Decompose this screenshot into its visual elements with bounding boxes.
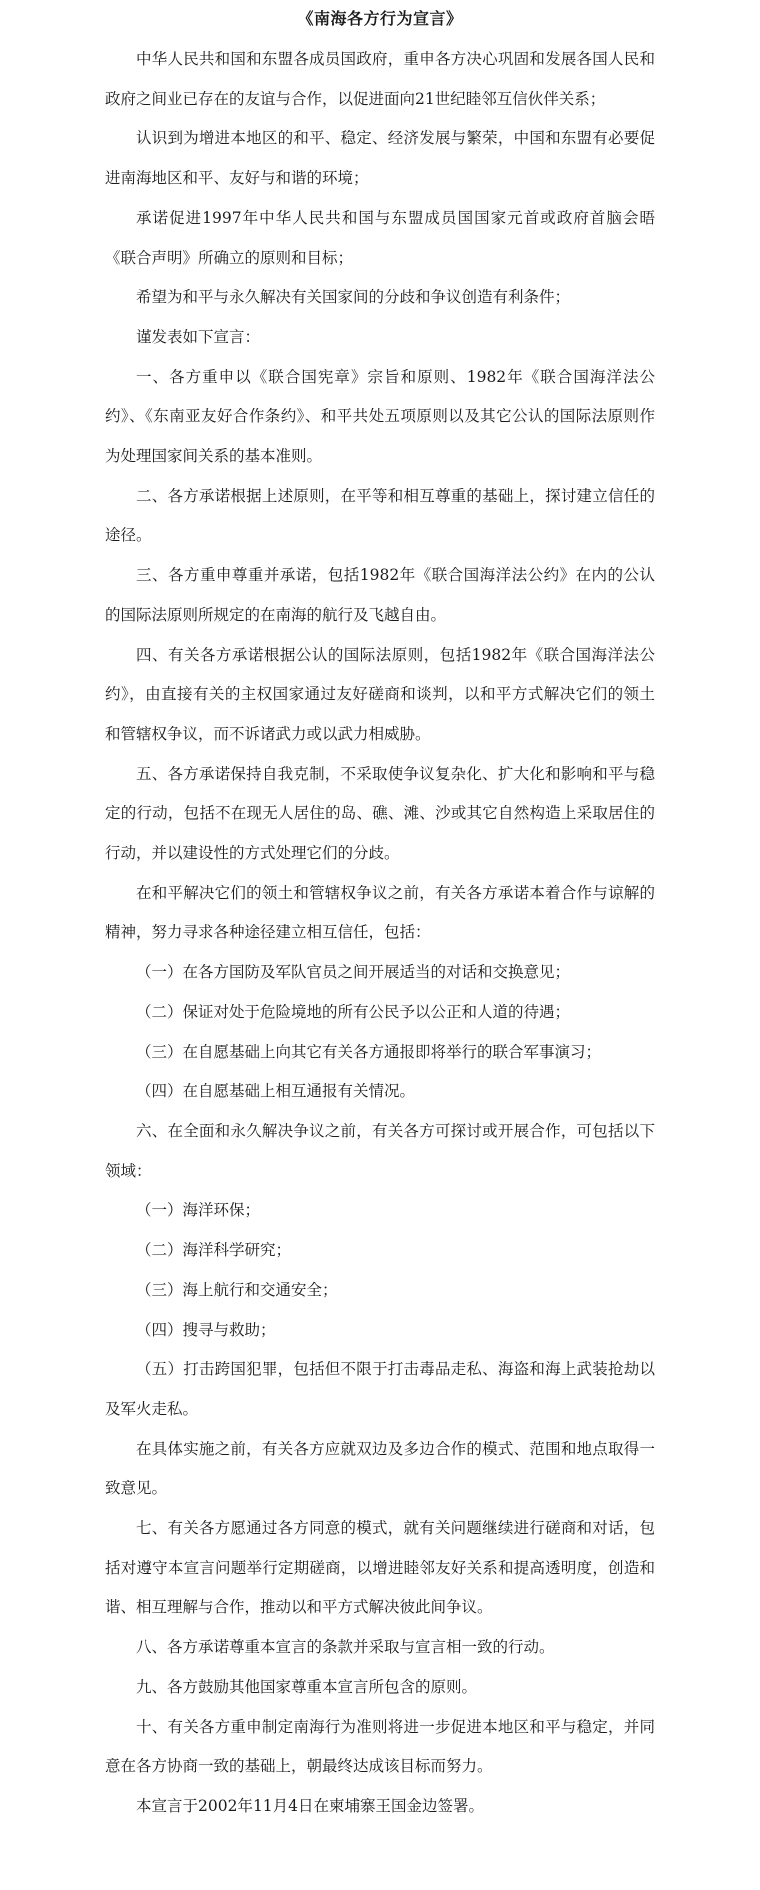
paragraph-article-1: 一、各方重申以《联合国宪章》宗旨和原则、1982年《联合国海洋法公约》、《东南亚友好合作条约》、和平共处五项原则以及其它公认的国际法原则作为处理国家间关系的基本准则。 [105, 367, 655, 466]
paragraph-preamble-5: 谨发表如下宣言： [136, 327, 261, 346]
paragraph-article-2: 二、各方承诺根据上述原则，在平等和相互尊重的基础上，探讨建立信任的途径。 [105, 486, 655, 545]
paragraph-article-6-item-5: （五）打击跨国犯罪，包括但不限于打击毒品走私、海盗和海上武装抢劫以及军火走私。 [105, 1360, 655, 1418]
paragraph-article-8: 八、各方承诺尊重本宣言的条款并采取与宣言相一致的行动。 [136, 1638, 555, 1657]
paragraph-preamble-2: 认识到为增进本地区的和平、稳定、经济发展与繁荣，中国和东盟有必要促进南海地区和平、友好与和谐的环境； [105, 129, 655, 188]
paragraph-preamble-4: 希望为和平与永久解决有关国家间的分歧和争议创造有利条件； [136, 288, 571, 307]
paragraph-article-6-item-2: （二）海洋科学研究； [136, 1241, 292, 1260]
paragraph-article-5-intro: 在和平解决它们的领土和管辖权争议之前，有关各方承诺本着合作与谅解的精神，努力寻求各种途径建立相互信任，包括： [105, 883, 655, 942]
paragraph-article-6-item-3: （三）海上航行和交通安全； [136, 1280, 338, 1299]
paragraph-article-6-outro: 在具体实施之前，有关各方应就双边及多边合作的模式、范围和地点取得一致意见。 [105, 1439, 655, 1498]
document-title: 《南海各方行为宣言》 [297, 9, 463, 28]
paragraph-article-9: 九、各方鼓励其他国家尊重本宣言所包含的原则。 [136, 1677, 478, 1696]
paragraph-preamble-1: 中华人民共和国和东盟各成员国政府，重申各方决心巩固和发展各国人民和政府之间业已存在的友谊与合作，以促进面向21世纪睦邻互信伙伴关系； [105, 50, 655, 108]
paragraph-article-5-item-2: （二）保证对处于危险境地的所有公民予以公正和人道的待遇； [136, 1002, 571, 1021]
paragraph-article-5: 五、各方承诺保持自我克制，不采取使争议复杂化、扩大化和影响和平与稳定的行动，包括不在现无人居住的岛、礁、滩、沙或其它自然构造上采取居住的行动，并以建设性的方式处理它们的分歧。 [105, 764, 655, 863]
paragraph-article-5-item-1: （一）在各方国防及军队官员之间开展适当的对话和交换意见； [136, 963, 571, 982]
paragraph-article-3: 三、各方重申尊重并承诺，包括1982年《联合国海洋法公约》在内的公认的国际法原则所规定的在南海的航行及飞越自由。 [105, 566, 655, 624]
paragraph-signing: 本宣言于2002年11月4日在柬埔寨王国金边签署。 [136, 1796, 485, 1815]
paragraph-article-4: 四、有关各方承诺根据公认的国际法原则，包括1982年《联合国海洋法公约》，由直接有关的主权国家通过友好磋商和谈判，以和平方式解决它们的领土和管辖权争议，而不诉诸武力或以武力相威胁。 [105, 645, 655, 743]
paragraph-article-5-item-4: （四）在自愿基础上相互通报有关情况。 [136, 1082, 416, 1101]
paragraph-article-6: 六、在全面和永久解决争议之前，有关各方可探讨或开展合作，可包括以下领域： [105, 1121, 655, 1180]
paragraph-article-6-item-4: （四）搜寻与救助； [136, 1320, 276, 1339]
paragraph-article-7: 七、有关各方愿通过各方同意的模式，就有关问题继续进行磋商和对话，包括对遵守本宣言问题举行定期磋商，以增进睦邻友好关系和提高透明度，创造和谐、相互理解与合作，推动以和平方式解决彼此间争议。 [105, 1519, 655, 1617]
paragraph-article-6-item-1: （一）海洋环保； [136, 1201, 261, 1220]
document-body [105, 40, 655, 1827]
paragraph-article-10: 十、有关各方重申制定南海行为准则将进一步促进本地区和平与稳定，并同意在各方协商一致的基础上，朝最终达成该目标而努力。 [105, 1717, 655, 1776]
paragraph-preamble-3: 承诺促进1997年中华人民共和国与东盟成员国国家元首或政府首脑会晤《联合声明》所确立的原则和目标； [105, 208, 655, 267]
paragraph-article-5-item-3: （三）在自愿基础上向其它有关各方通报即将举行的联合军事演习； [136, 1042, 602, 1061]
